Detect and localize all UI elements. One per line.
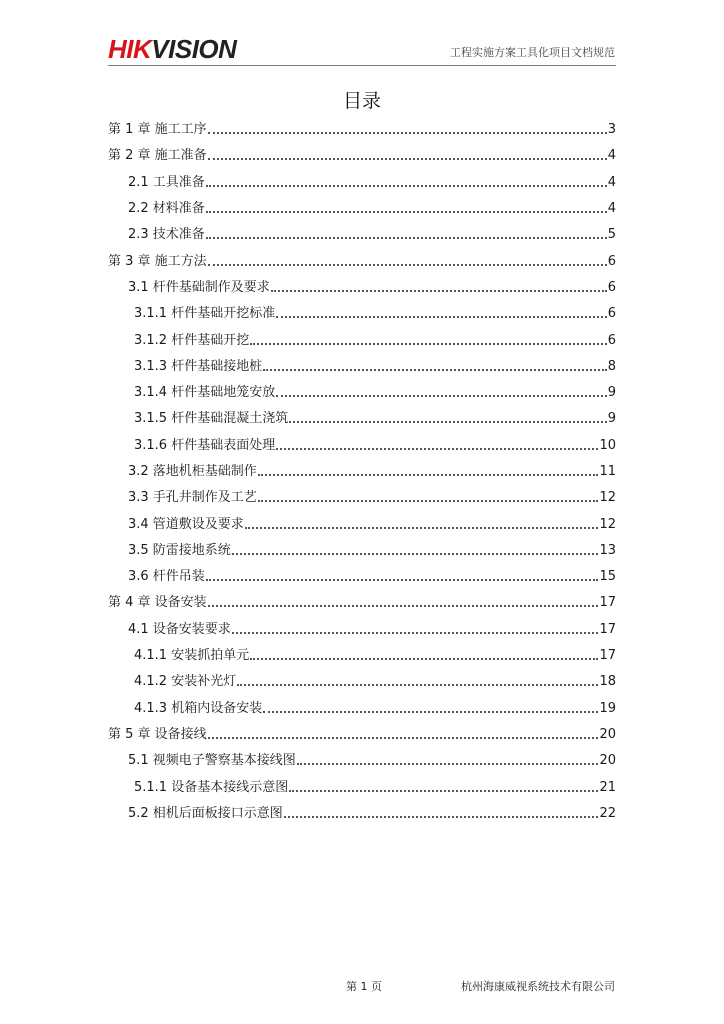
toc-entry-page: 15: [599, 569, 616, 585]
toc-entry-page: 17: [599, 648, 616, 664]
toc-entry-page: 10: [599, 437, 616, 453]
toc-dot-leader: [276, 395, 607, 397]
toc-entry-page: 3: [607, 122, 616, 138]
toc-dot-leader: [232, 632, 599, 634]
hikvision-logo: [108, 35, 236, 63]
footer-page-number: 第 1 页: [346, 980, 382, 993]
logo-dark-part: VISION: [151, 34, 237, 64]
toc-entry-text: 4.1.2 安装补光灯: [134, 674, 237, 690]
toc-entry-text: 4.1 设备安装要求: [128, 621, 231, 637]
toc-entry-page: 18: [599, 674, 616, 690]
toc-entry-page: 5: [607, 227, 616, 243]
toc-entry-page: 11: [599, 464, 616, 479]
toc-dot-leader: [250, 343, 607, 345]
toc-entry[interactable]: [108, 301, 616, 327]
toc-entry-text: 3.5 防雷接地系统: [128, 542, 231, 558]
toc-entry-page: 9: [607, 385, 616, 401]
toc-dot-leader: [289, 421, 607, 423]
footer-company-name: 杭州海康威视系统技术有限公司: [461, 980, 615, 993]
toc-entry-text: 3.4 管道敷设及要求: [128, 516, 244, 532]
toc-entry-page: 4: [607, 174, 616, 190]
toc-entry-page: 19: [599, 700, 616, 716]
toc-entry-text: 3.1.4 杆件基础地笼安放: [134, 385, 276, 401]
toc-dot-leader: [206, 185, 607, 187]
toc-entry-text: 3.1.6 杆件基础表面处理: [134, 437, 276, 453]
toc-dot-leader: [263, 369, 607, 371]
toc-entry-text: 3.1.1 杆件基础开挖标准: [134, 306, 276, 322]
toc-dot-leader: [208, 264, 607, 266]
toc-entry[interactable]: [108, 354, 616, 380]
toc-entry-text: 5.2 相机后面板接口示意图: [128, 805, 283, 821]
toc-entry[interactable]: [108, 669, 616, 695]
toc-entry[interactable]: [108, 275, 616, 301]
toc-dot-leader: [297, 763, 599, 765]
toc-entry[interactable]: [108, 511, 616, 537]
table-of-contents: [108, 117, 616, 827]
toc-entry[interactable]: [108, 538, 616, 564]
toc-entry-page: 17: [599, 621, 616, 637]
toc-entry[interactable]: [108, 564, 616, 590]
toc-dot-leader: [284, 816, 599, 818]
toc-entry-text: 2.1 工具准备: [128, 174, 205, 190]
toc-dot-leader: [208, 158, 607, 160]
toc-dot-leader: [208, 605, 599, 607]
toc-entry[interactable]: [108, 248, 616, 274]
toc-entry-text: 3.2 落地机柜基础制作: [128, 464, 257, 479]
toc-entry-page: 6: [607, 332, 616, 348]
toc-entry[interactable]: [108, 222, 616, 248]
toc-entry-text: 3.1 杆件基础制作及要求: [128, 279, 270, 295]
toc-entry-text: 3.1.3 杆件基础接地桩: [134, 358, 263, 374]
toc-entry-text: 第 5 章 设备接线: [108, 726, 207, 742]
toc-entry-page: 13: [599, 542, 616, 558]
toc-entry[interactable]: [108, 696, 616, 722]
toc-entry-text: 3.6 杆件吊装: [128, 569, 205, 585]
toc-entry-page: 22: [599, 805, 616, 821]
toc-entry[interactable]: [108, 748, 616, 774]
toc-entry[interactable]: [108, 406, 616, 432]
toc-dot-leader: [245, 527, 599, 529]
toc-entry[interactable]: [108, 485, 616, 511]
toc-entry-page: 4: [607, 148, 616, 164]
toc-dot-leader: [206, 237, 607, 239]
toc-entry-page: 21: [599, 779, 616, 795]
toc-entry-text: 第 1 章 施工工序: [108, 122, 207, 138]
toc-entry-text: 第 4 章 设备安装: [108, 595, 207, 611]
toc-entry-page: 20: [599, 753, 616, 769]
toc-entry-page: 20: [599, 726, 616, 742]
toc-dot-leader: [250, 658, 598, 660]
toc-entry[interactable]: [108, 143, 616, 169]
toc-dot-leader: [206, 579, 599, 581]
toc-dot-leader: [258, 500, 599, 502]
toc-entry[interactable]: [108, 722, 616, 748]
toc-entry-page: 12: [599, 516, 616, 532]
toc-dot-leader: [263, 711, 598, 713]
toc-entry[interactable]: [108, 196, 616, 222]
toc-entry-text: 3.1.2 杆件基础开挖: [134, 332, 250, 348]
toc-entry-text: 5.1.1 设备基本接线示意图: [134, 779, 289, 795]
toc-entry-text: 5.1 视频电子警察基本接线图: [128, 753, 296, 769]
toc-entry[interactable]: [108, 801, 616, 827]
toc-entry-text: 第 3 章 施工方法: [108, 253, 207, 269]
toc-entry-text: 3.1.5 杆件基础混凝土浇筑: [134, 411, 289, 427]
logo-red-part: HIK: [108, 34, 152, 64]
toc-entry[interactable]: [108, 433, 616, 459]
toc-entry[interactable]: [108, 617, 616, 643]
toc-dot-leader: [208, 132, 607, 134]
toc-entry-page: 6: [607, 306, 616, 322]
toc-dot-leader: [276, 448, 598, 450]
toc-entry-page: 17: [599, 595, 616, 611]
toc-dot-leader: [289, 790, 598, 792]
toc-entry[interactable]: [108, 380, 616, 406]
toc-dot-leader: [206, 211, 607, 213]
toc-entry[interactable]: [108, 170, 616, 196]
toc-dot-leader: [208, 737, 599, 739]
toc-entry-text: 第 2 章 施工准备: [108, 148, 207, 164]
toc-entry-page: 9: [607, 411, 616, 427]
toc-dot-leader: [276, 316, 607, 318]
toc-entry[interactable]: [108, 643, 616, 669]
toc-entry[interactable]: [108, 117, 616, 143]
header-divider: [108, 65, 616, 66]
toc-entry[interactable]: [108, 590, 616, 616]
toc-entry-text: 4.1.3 机箱内设备安装: [134, 700, 263, 716]
toc-entry-page: 12: [599, 490, 616, 506]
toc-entry-text: 3.3 手孔井制作及工艺: [128, 490, 257, 506]
toc-entry-page: 8: [607, 358, 616, 374]
toc-entry[interactable]: [108, 459, 616, 485]
toc-entry-page: 6: [607, 253, 616, 269]
toc-entry-text: 4.1.1 安装抓拍单元: [134, 648, 250, 664]
toc-title: 目录: [342, 90, 381, 112]
toc-entry-text: 2.2 材料准备: [128, 201, 205, 217]
toc-entry-text: 2.3 技术准备: [128, 227, 205, 243]
toc-entry[interactable]: [108, 327, 616, 353]
document-header-title: 工程实施方案工具化项目文档规范: [450, 46, 615, 59]
toc-dot-leader: [271, 290, 607, 292]
toc-entry-page: 6: [607, 279, 616, 295]
toc-dot-leader: [258, 474, 599, 476]
toc-dot-leader: [237, 684, 598, 686]
toc-entry-page: 4: [607, 201, 616, 217]
toc-entry[interactable]: [108, 774, 616, 800]
toc-dot-leader: [232, 553, 599, 555]
